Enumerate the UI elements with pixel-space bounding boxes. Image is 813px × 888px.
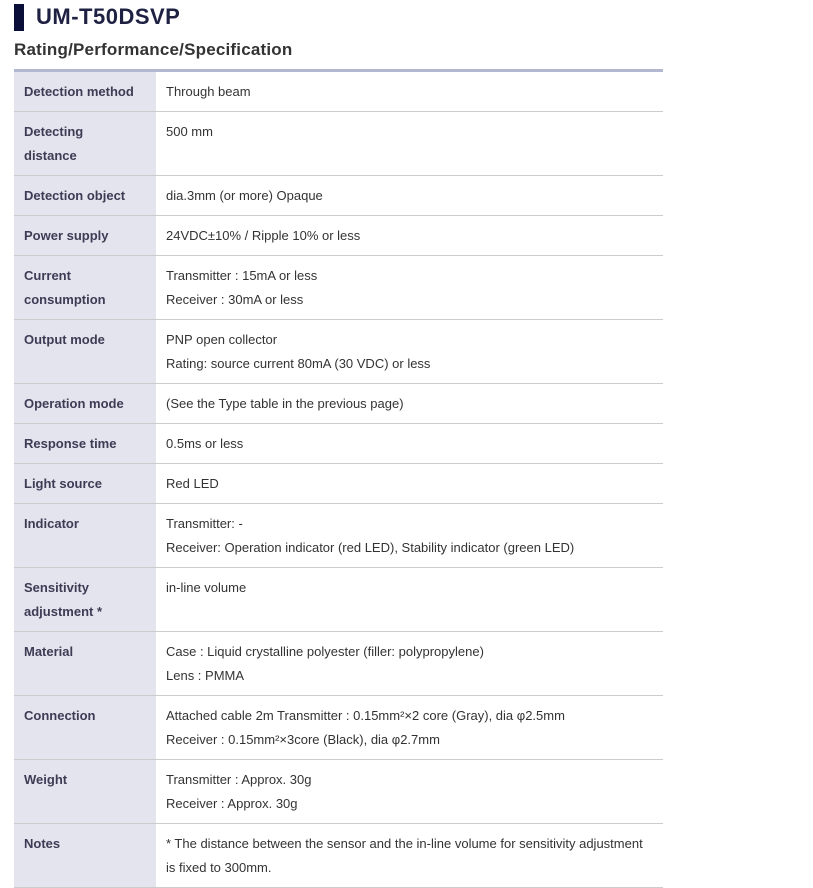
spec-value [156,256,663,319]
spec-label [14,568,156,631]
title-accent-bar-icon [14,4,24,31]
spec-value [156,112,663,175]
spec-label-line: Detecting [24,124,84,139]
spec-label-line: distance [24,148,77,163]
spec-value [156,176,663,215]
spec-label-line: consumption [24,292,106,307]
spec-value [156,824,663,887]
product-title: UM-T50DSVP [36,4,181,29]
spec-value-line: Receiver : Approx. 30g [166,796,298,811]
spec-label [14,464,156,503]
spec-value-line: Attached cable 2m Transmitter : 0.15mm²×2 core (Gray), dia φ2.5mm [166,708,565,723]
spec-label-line: Output mode [24,332,105,347]
spec-table [14,69,663,888]
spec-label-line: Current [24,268,71,283]
spec-row [14,384,663,424]
spec-value-line: PNP open collector [166,332,278,347]
spec-label-line: Detection object [24,188,126,203]
spec-value [156,632,663,695]
spec-value-line: dia.3mm (or more) Opaque [166,188,323,203]
spec-row [14,568,663,632]
spec-label [14,760,156,823]
spec-value-line: Case : Liquid crystalline polyester (filler: polypropylene) [166,644,484,659]
spec-label [14,824,156,887]
spec-value [156,424,663,463]
spec-row [14,824,663,888]
spec-label-line: Weight [24,772,68,787]
spec-row [14,632,663,696]
spec-value-line: in-line volume [166,580,247,595]
spec-value-line: Rating: source current 80mA (30 VDC) or less [166,356,431,371]
spec-value-line: Lens : PMMA [166,668,245,683]
spec-label-line: Material [24,644,74,659]
spec-value-line: Transmitter: - [166,516,243,531]
spec-value [156,464,663,503]
spec-label-line: Response time [24,436,117,451]
spec-row [14,216,663,256]
spec-row [14,112,663,176]
spec-value-line: Through beam [166,84,251,99]
spec-label [14,632,156,695]
spec-row [14,424,663,464]
spec-value [156,696,663,759]
spec-label-line: Connection [24,708,96,723]
spec-value [156,504,663,567]
spec-value [156,320,663,383]
spec-value [156,216,663,255]
spec-label-line: adjustment * [24,604,103,619]
spec-value-line: 0.5ms or less [166,436,244,451]
spec-label [14,176,156,215]
spec-row [14,760,663,824]
spec-label [14,424,156,463]
spec-label [14,320,156,383]
spec-value [156,72,663,111]
spec-label [14,696,156,759]
spec-label [14,256,156,319]
product-title-row [14,3,813,31]
spec-value-line: Transmitter : Approx. 30g [166,772,312,787]
spec-label-line: Power supply [24,228,109,243]
spec-row [14,464,663,504]
spec-value-line: Receiver : 0.15mm²×3core (Black), dia φ2.7mm [166,732,440,747]
spec-value-line: * The distance between the sensor and the in-line volume for sensitivity adjustment is fixed to 300mm. [166,836,643,875]
spec-value-line: Receiver: Operation indicator (red LED), Stability indicator (green LED) [166,540,575,555]
spec-label [14,112,156,175]
spec-label-line: Detection method [24,84,134,99]
spec-value [156,568,663,631]
spec-value-line: 24VDC±10% / Ripple 10% or less [166,228,361,243]
spec-label [14,384,156,423]
spec-value-line: Transmitter : 15mA or less [166,268,318,283]
spec-value [156,760,663,823]
spec-label [14,216,156,255]
spec-value-line: 500 mm [166,124,213,139]
spec-row [14,72,663,112]
spec-label-line: Indicator [24,516,79,531]
spec-label-line: Notes [24,836,61,851]
spec-value-line: (See the Type table in the previous page) [166,396,404,411]
spec-row [14,696,663,760]
spec-label-line: Light source [24,476,103,491]
spec-label-line: Operation mode [24,396,124,411]
spec-label [14,504,156,567]
spec-row [14,504,663,568]
spec-value-line: Receiver : 30mA or less [166,292,304,307]
spec-row [14,256,663,320]
spec-label-line: Sensitivity [24,580,90,595]
spec-value-line: Red LED [166,476,219,491]
section-heading: Rating/Performance/Specification [14,40,293,59]
spec-label [14,72,156,111]
spec-row [14,176,663,216]
spec-row [14,320,663,384]
spec-value [156,384,663,423]
